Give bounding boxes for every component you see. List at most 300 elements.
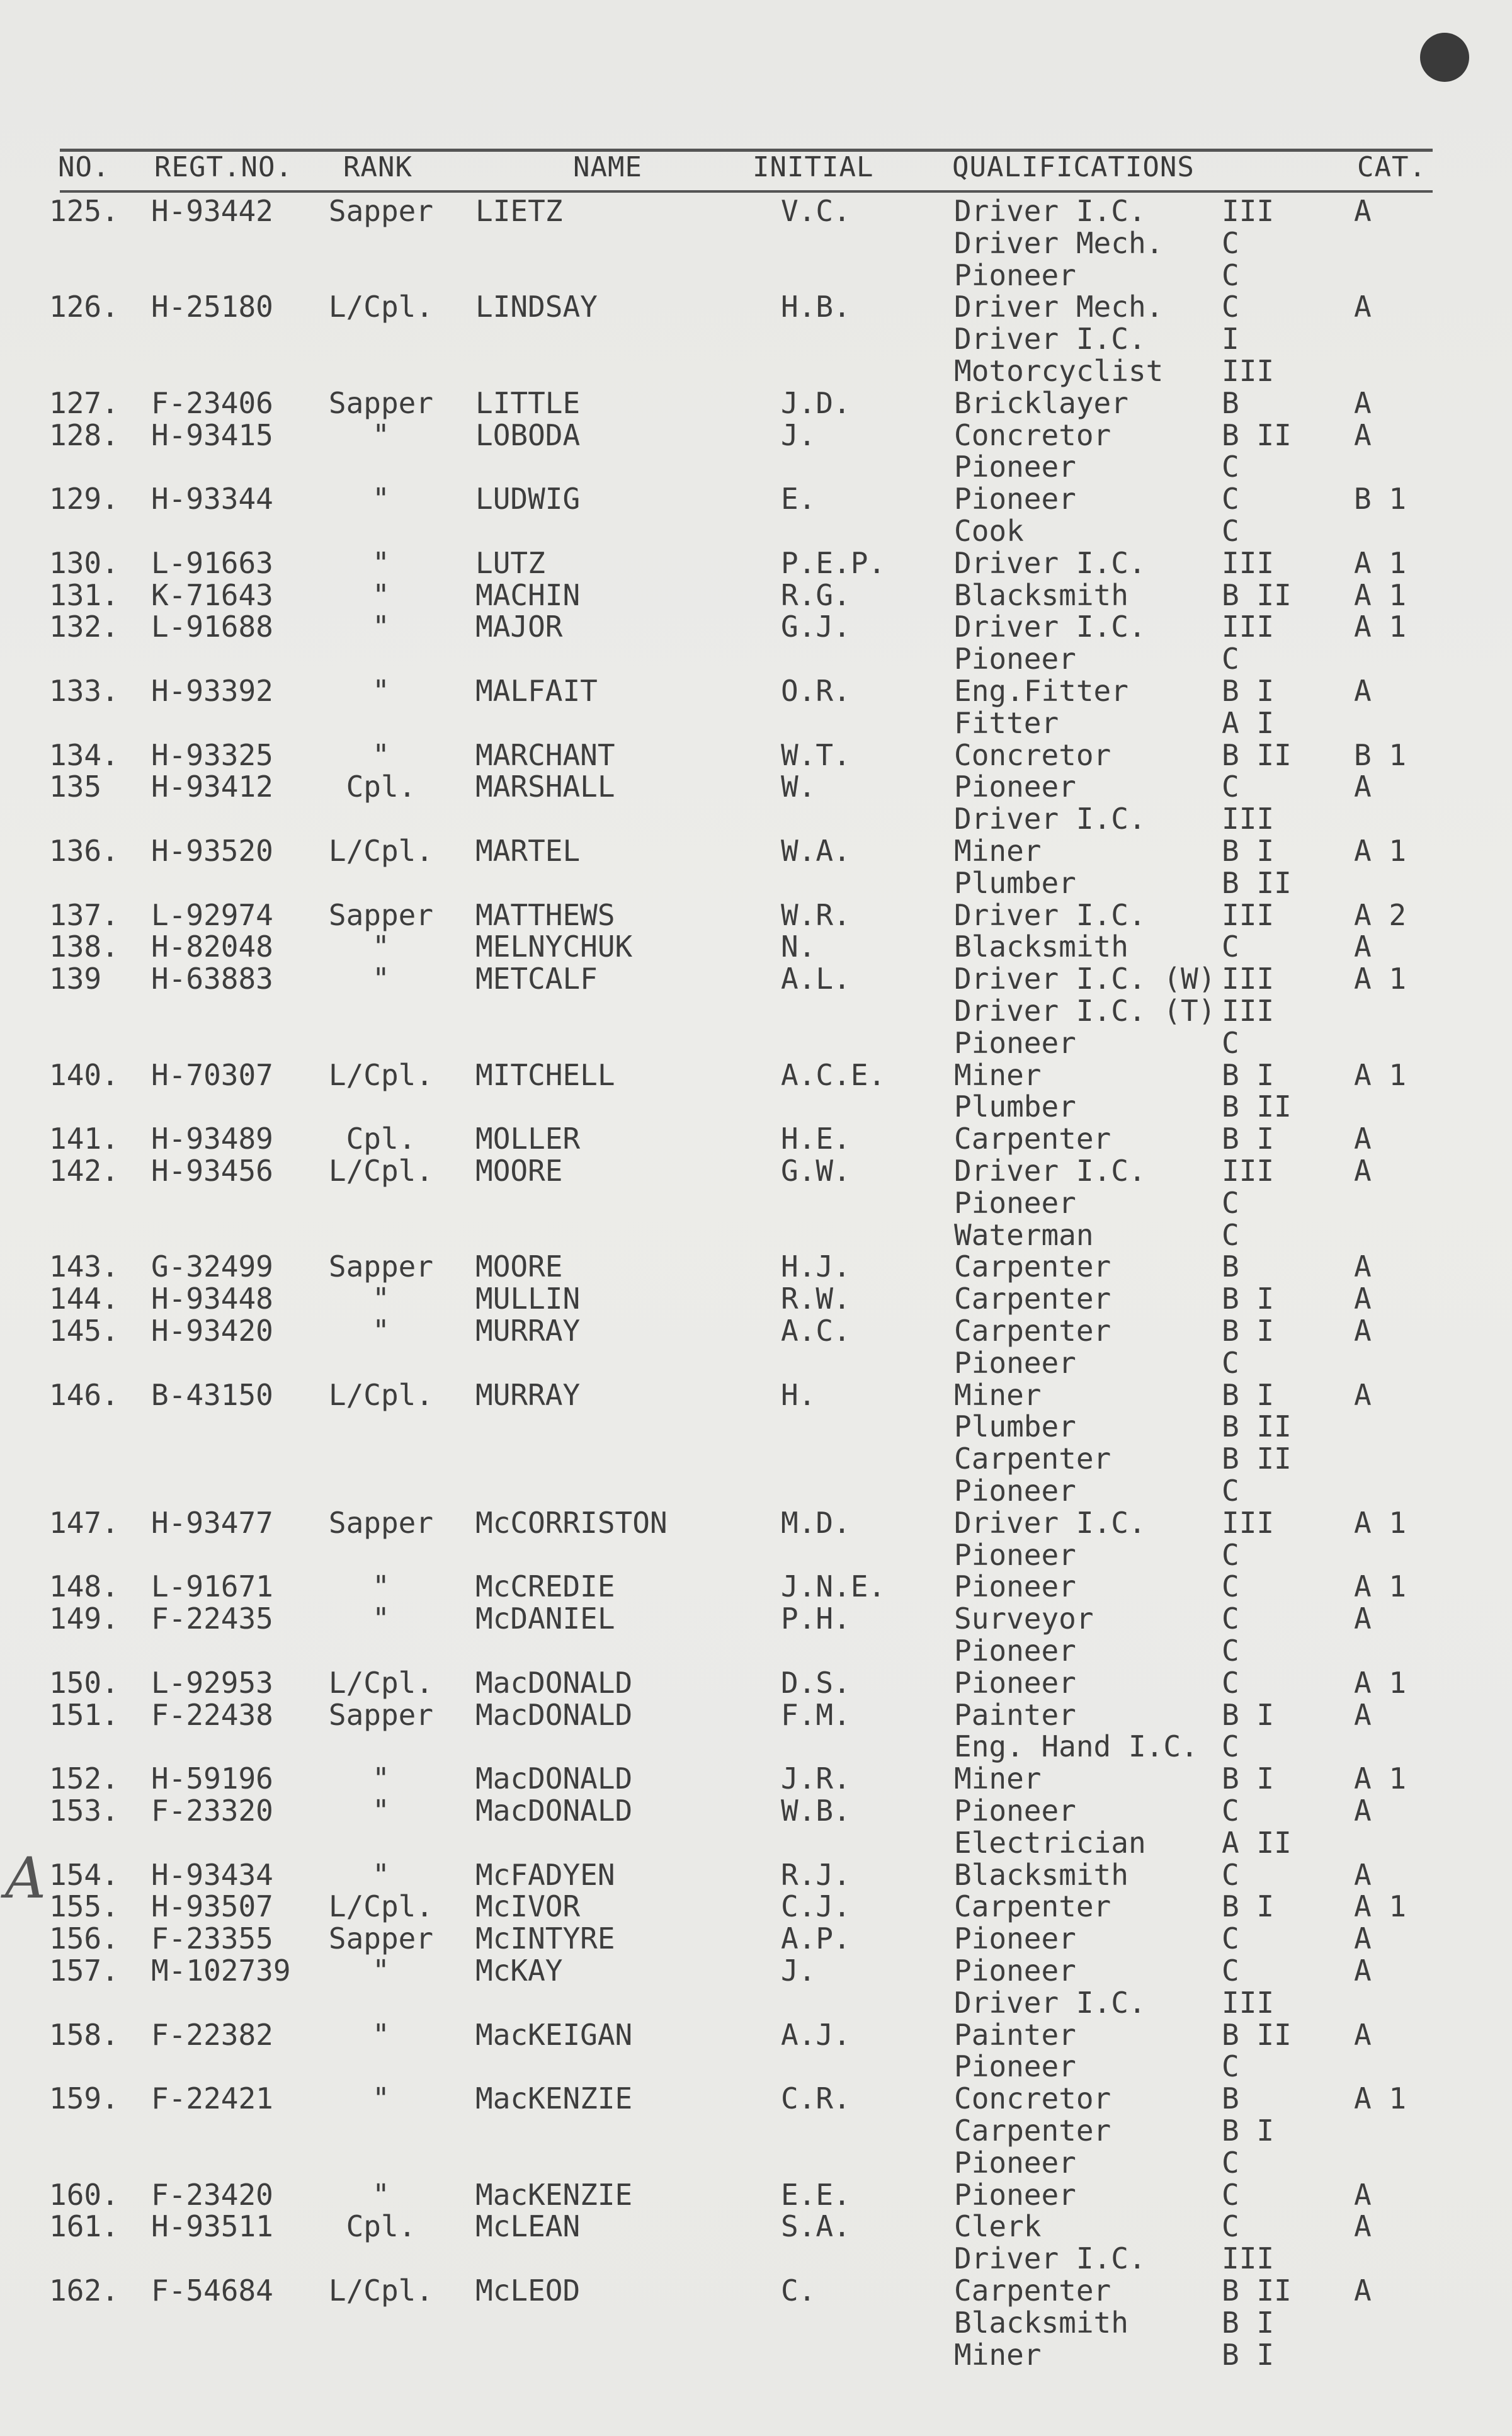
initials: H.B. bbox=[781, 290, 851, 324]
rank: Sapper bbox=[328, 1698, 434, 1732]
regt-number: H-93420 bbox=[151, 1314, 273, 1348]
regt-number: K-71643 bbox=[151, 578, 273, 612]
qualification-grade: III bbox=[1222, 962, 1275, 996]
qualification-grade: C bbox=[1222, 482, 1239, 516]
qualification: Carpenter bbox=[954, 1282, 1111, 1316]
qualification-grade: B bbox=[1222, 2081, 1239, 2115]
qualification: Eng. Hand I.C. bbox=[954, 1729, 1198, 1763]
qualification: Blacksmith bbox=[954, 1858, 1128, 1892]
qualification-grade: B II bbox=[1222, 738, 1292, 772]
qualification: Driver I.C. bbox=[954, 802, 1146, 836]
regt-number: H-59196 bbox=[151, 1762, 273, 1796]
soldier-name: MOLLER bbox=[475, 1122, 581, 1156]
header-bottom-rule bbox=[60, 190, 1433, 193]
regt-number: F-22438 bbox=[151, 1698, 273, 1732]
regt-number: F-22435 bbox=[151, 1602, 273, 1636]
row-number: 141. bbox=[49, 1122, 119, 1156]
soldier-name: MALFAIT bbox=[475, 674, 598, 708]
initials: J.R. bbox=[781, 1762, 851, 1796]
rank: Sapper bbox=[328, 1249, 434, 1283]
soldier-name: McCREDIE bbox=[475, 1569, 615, 1603]
soldier-name: MARCHANT bbox=[475, 738, 615, 772]
row-number: 149. bbox=[49, 1602, 119, 1636]
qualification: Driver I.C. bbox=[954, 1986, 1146, 2020]
regt-number: H-93511 bbox=[151, 2209, 273, 2243]
rank: L/Cpl. bbox=[328, 1378, 434, 1412]
row-number: 158. bbox=[49, 2018, 119, 2052]
qualification: Driver Mech. bbox=[954, 290, 1164, 324]
regt-number: F-54684 bbox=[151, 2274, 273, 2308]
row-number: 133. bbox=[49, 674, 119, 708]
category: A bbox=[1354, 1858, 1372, 1892]
regt-number: H-93434 bbox=[151, 1858, 273, 1892]
regt-number: H-93507 bbox=[151, 1889, 273, 1923]
regt-number: H-93520 bbox=[151, 834, 273, 868]
soldier-name: MOORE bbox=[475, 1154, 563, 1188]
soldier-name: METCALF bbox=[475, 962, 598, 996]
qualification: Pioneer bbox=[954, 2049, 1076, 2083]
regt-number: H-93489 bbox=[151, 1122, 273, 1156]
rank: " bbox=[372, 1858, 390, 1892]
category: A 1 bbox=[1354, 2081, 1407, 2115]
qualification-grade: B II bbox=[1222, 866, 1292, 900]
category: A 1 bbox=[1354, 546, 1407, 580]
qualification-grade: B II bbox=[1222, 2018, 1292, 2052]
qualification-grade: C bbox=[1222, 1026, 1239, 1060]
qualification: Pioneer bbox=[954, 1634, 1076, 1668]
soldier-name: MARTEL bbox=[475, 834, 581, 868]
qualification: Carpenter bbox=[954, 1442, 1111, 1476]
rank: " bbox=[372, 1282, 390, 1316]
qualification-grade: C bbox=[1222, 1346, 1239, 1380]
qualification-grade: C bbox=[1222, 258, 1239, 292]
qualification-grade: C bbox=[1222, 642, 1239, 676]
soldier-name: LOBODA bbox=[475, 418, 581, 452]
regt-number: F-23406 bbox=[151, 386, 273, 420]
initials: D.S. bbox=[781, 1666, 851, 1700]
rank: L/Cpl. bbox=[328, 1889, 434, 1923]
soldier-name: McFADYEN bbox=[475, 1858, 615, 1892]
qualification: Plumber bbox=[954, 1090, 1076, 1124]
category: A 1 bbox=[1354, 610, 1407, 644]
regt-number: H-93448 bbox=[151, 1282, 273, 1316]
regt-number: F-23320 bbox=[151, 1794, 273, 1828]
initials: W. bbox=[781, 770, 816, 804]
qualification-grade: B II bbox=[1222, 1090, 1292, 1124]
row-number: 136. bbox=[49, 834, 119, 868]
rank: " bbox=[372, 930, 390, 964]
qualification-grade: B I bbox=[1222, 1698, 1275, 1732]
rank: " bbox=[372, 1569, 390, 1603]
header-regt-no: REGT.NO. bbox=[154, 151, 293, 183]
qualification-grade: B II bbox=[1222, 2274, 1292, 2308]
initials: G.W. bbox=[781, 1154, 851, 1188]
rank: " bbox=[372, 2018, 390, 2052]
qualification-grade: III bbox=[1222, 898, 1275, 932]
qualification-grade: B I bbox=[1222, 2114, 1275, 2148]
qualification-grade: C bbox=[1222, 1569, 1239, 1603]
soldier-name: MacKEIGAN bbox=[475, 2018, 633, 2052]
qualification: Waterman bbox=[954, 1218, 1094, 1252]
qualification: Driver I.C. bbox=[954, 546, 1146, 580]
row-number: 153. bbox=[49, 1794, 119, 1828]
category: A bbox=[1354, 2018, 1372, 2052]
punch-hole bbox=[1420, 33, 1469, 82]
qualification: Driver I.C. (W) bbox=[954, 962, 1216, 996]
initials: R.J. bbox=[781, 1858, 851, 1892]
rank: Cpl. bbox=[346, 770, 416, 804]
qualification: Pioneer bbox=[954, 1346, 1076, 1380]
initials: J. bbox=[781, 1954, 816, 1988]
soldier-name: LINDSAY bbox=[475, 290, 598, 324]
initials: R.W. bbox=[781, 1282, 851, 1316]
initials: P.H. bbox=[781, 1602, 851, 1636]
category: A bbox=[1354, 674, 1372, 708]
category: A bbox=[1354, 1794, 1372, 1828]
qualification: Concretor bbox=[954, 2081, 1111, 2115]
soldier-name: MELNYCHUK bbox=[475, 930, 633, 964]
row-number: 127. bbox=[49, 386, 119, 420]
qualification: Driver Mech. bbox=[954, 226, 1164, 260]
regt-number: F-23355 bbox=[151, 1921, 273, 1955]
rank: " bbox=[372, 1794, 390, 1828]
qualification-grade: C bbox=[1222, 2178, 1239, 2212]
soldier-name: MACHIN bbox=[475, 578, 581, 612]
qualification: Surveyor bbox=[954, 1602, 1094, 1636]
qualification: Pioneer bbox=[954, 770, 1076, 804]
qualification-grade: C bbox=[1222, 1602, 1239, 1636]
category: A bbox=[1354, 386, 1372, 420]
row-number: 138. bbox=[49, 930, 119, 964]
qualification-grade: A II bbox=[1222, 1826, 1292, 1860]
category: A bbox=[1354, 290, 1372, 324]
qualification-grade: III bbox=[1222, 994, 1275, 1028]
row-number: 126. bbox=[49, 290, 119, 324]
initials: R.G. bbox=[781, 578, 851, 612]
qualification-grade: III bbox=[1222, 802, 1275, 836]
row-number: 142. bbox=[49, 1154, 119, 1188]
soldier-name: McCORRISTON bbox=[475, 1506, 668, 1540]
initials: F.M. bbox=[781, 1698, 851, 1732]
qualification-grade: B I bbox=[1222, 1889, 1275, 1923]
qualification-grade: C bbox=[1222, 290, 1239, 324]
qualification-grade: C bbox=[1222, 1218, 1239, 1252]
row-number: 130. bbox=[49, 546, 119, 580]
initials: A.L. bbox=[781, 962, 851, 996]
category: A bbox=[1354, 1602, 1372, 1636]
qualification-grade: B I bbox=[1222, 1122, 1275, 1156]
qualification: Blacksmith bbox=[954, 578, 1128, 612]
soldier-name: McKAY bbox=[475, 1954, 563, 1988]
rank: Sapper bbox=[328, 194, 434, 228]
qualification-grade: C bbox=[1222, 1666, 1239, 1700]
row-number: 139 bbox=[49, 962, 102, 996]
qualification: Concretor bbox=[954, 418, 1111, 452]
qualification-grade: B I bbox=[1222, 1378, 1275, 1412]
qualification: Concretor bbox=[954, 738, 1111, 772]
initials: W.R. bbox=[781, 898, 851, 932]
soldier-name: LIETZ bbox=[475, 194, 563, 228]
qualification: Fitter bbox=[954, 706, 1059, 740]
rank: " bbox=[372, 2081, 390, 2115]
qualification: Driver I.C. (T) bbox=[954, 994, 1216, 1028]
rank: Sapper bbox=[328, 1506, 434, 1540]
qualification-grade: A I bbox=[1222, 706, 1275, 740]
qualification: Bricklayer bbox=[954, 386, 1128, 420]
qualification: Pioneer bbox=[954, 1569, 1076, 1603]
regt-number: B-43150 bbox=[151, 1378, 273, 1412]
category: A bbox=[1354, 194, 1372, 228]
category: A 1 bbox=[1354, 1762, 1407, 1796]
regt-number: H-93325 bbox=[151, 738, 273, 772]
qualification-grade: C bbox=[1222, 2146, 1239, 2180]
header-cat: CAT. bbox=[1357, 151, 1426, 183]
initials: N. bbox=[781, 930, 816, 964]
regt-number: F-22382 bbox=[151, 2018, 273, 2052]
regt-number: H-93456 bbox=[151, 1154, 273, 1188]
qualification-grade: C bbox=[1222, 2049, 1239, 2083]
rank: " bbox=[372, 578, 390, 612]
soldier-name: MARSHALL bbox=[475, 770, 615, 804]
qualification: Pioneer bbox=[954, 1026, 1076, 1060]
qualification: Electrician bbox=[954, 1826, 1146, 1860]
regt-number: G-32499 bbox=[151, 1249, 273, 1283]
initials: A.J. bbox=[781, 2018, 851, 2052]
soldier-name: MacDONALD bbox=[475, 1794, 633, 1828]
qualification-grade: C bbox=[1222, 1538, 1239, 1572]
initials: J.D. bbox=[781, 386, 851, 420]
qualification: Carpenter bbox=[954, 1122, 1111, 1156]
category: A bbox=[1354, 930, 1372, 964]
qualification: Painter bbox=[954, 2018, 1076, 2052]
qualification-grade: C bbox=[1222, 1858, 1239, 1892]
qualification: Clerk bbox=[954, 2209, 1042, 2243]
soldier-name: MURRAY bbox=[475, 1314, 581, 1348]
qualification-grade: B I bbox=[1222, 2306, 1275, 2340]
regt-number: H-93477 bbox=[151, 1506, 273, 1540]
qualification-grade: B I bbox=[1222, 2338, 1275, 2372]
qualification-grade: B I bbox=[1222, 834, 1275, 868]
qualification-grade: III bbox=[1222, 2241, 1275, 2275]
row-number: 160. bbox=[49, 2178, 119, 2212]
soldier-name: McINTYRE bbox=[475, 1921, 615, 1955]
qualification-grade: III bbox=[1222, 1986, 1275, 2020]
soldier-name: MURRAY bbox=[475, 1378, 581, 1412]
qualification-grade: B I bbox=[1222, 1762, 1275, 1796]
category: A 1 bbox=[1354, 962, 1407, 996]
qualification-grade: III bbox=[1222, 354, 1275, 388]
soldier-name: MAJOR bbox=[475, 610, 563, 644]
qualification: Miner bbox=[954, 1378, 1042, 1412]
qualification: Driver I.C. bbox=[954, 1506, 1146, 1540]
qualification-grade: B II bbox=[1222, 578, 1292, 612]
qualification: Painter bbox=[954, 1698, 1076, 1732]
qualification-grade: B I bbox=[1222, 1282, 1275, 1316]
row-number: 137. bbox=[49, 898, 119, 932]
qualification-grade: B II bbox=[1222, 1409, 1292, 1443]
row-number: 152. bbox=[49, 1762, 119, 1796]
qualification: Pioneer bbox=[954, 482, 1076, 516]
rank: " bbox=[372, 738, 390, 772]
rank: L/Cpl. bbox=[328, 834, 434, 868]
row-number: 132. bbox=[49, 610, 119, 644]
qualification-grade: III bbox=[1222, 546, 1275, 580]
initials: A.C.E. bbox=[781, 1058, 886, 1092]
qualification: Pioneer bbox=[954, 642, 1076, 676]
category: A bbox=[1354, 2178, 1372, 2212]
row-number: 143. bbox=[49, 1249, 119, 1283]
regt-number: H-25180 bbox=[151, 290, 273, 324]
soldier-name: MacKENZIE bbox=[475, 2178, 633, 2212]
initials: A.C. bbox=[781, 1314, 851, 1348]
rank: L/Cpl. bbox=[328, 1058, 434, 1092]
row-number: 148. bbox=[49, 1569, 119, 1603]
rank: Sapper bbox=[328, 898, 434, 932]
category: A bbox=[1354, 1122, 1372, 1156]
header-qualifications: QUALIFICATIONS bbox=[952, 151, 1195, 183]
category: A 1 bbox=[1354, 1666, 1407, 1700]
soldier-name: McLEOD bbox=[475, 2274, 581, 2308]
rank: " bbox=[372, 962, 390, 996]
initials: H.E. bbox=[781, 1122, 851, 1156]
qualification: Pioneer bbox=[954, 258, 1076, 292]
qualification: Blacksmith bbox=[954, 930, 1128, 964]
regt-number: L-92974 bbox=[151, 898, 273, 932]
initials: S.A. bbox=[781, 2209, 851, 2243]
soldier-name: McIVOR bbox=[475, 1889, 581, 1923]
qualification-grade: C bbox=[1222, 450, 1239, 484]
qualification: Miner bbox=[954, 2338, 1042, 2372]
category: A 1 bbox=[1354, 1569, 1407, 1603]
header-name: NAME bbox=[573, 151, 642, 183]
rank: Cpl. bbox=[346, 1122, 416, 1156]
qualification-grade: C bbox=[1222, 226, 1239, 260]
qualification-grade: B II bbox=[1222, 418, 1292, 452]
qualification-grade: III bbox=[1222, 1154, 1275, 1188]
row-number: 125. bbox=[49, 194, 119, 228]
qualification-grade: B bbox=[1222, 386, 1239, 420]
row-number: 131. bbox=[49, 578, 119, 612]
regt-number: L-91688 bbox=[151, 610, 273, 644]
regt-number: H-93392 bbox=[151, 674, 273, 708]
rank: " bbox=[372, 1954, 390, 1988]
rank: " bbox=[372, 2178, 390, 2212]
category: A 1 bbox=[1354, 1889, 1407, 1923]
qualification-grade: C bbox=[1222, 930, 1239, 964]
soldier-name: McLEAN bbox=[475, 2209, 581, 2243]
qualification: Plumber bbox=[954, 1409, 1076, 1443]
qualification-grade: B I bbox=[1222, 674, 1275, 708]
soldier-name: LITTLE bbox=[475, 386, 581, 420]
qualification: Pioneer bbox=[954, 1186, 1076, 1220]
row-number: 154. bbox=[49, 1858, 119, 1892]
row-number: 155. bbox=[49, 1889, 119, 1923]
category: A bbox=[1354, 1282, 1372, 1316]
rank: " bbox=[372, 1762, 390, 1796]
category: A 1 bbox=[1354, 1506, 1407, 1540]
qualification-grade: C bbox=[1222, 1474, 1239, 1508]
qualification-grade: C bbox=[1222, 1186, 1239, 1220]
row-number: 128. bbox=[49, 418, 119, 452]
qualification-grade: C bbox=[1222, 1634, 1239, 1668]
row-number: 156. bbox=[49, 1921, 119, 1955]
regt-number: F-23420 bbox=[151, 2178, 273, 2212]
qualification: Miner bbox=[954, 834, 1042, 868]
qualification: Driver I.C. bbox=[954, 194, 1146, 228]
rank: L/Cpl. bbox=[328, 2274, 434, 2308]
row-number: 150. bbox=[49, 1666, 119, 1700]
regt-number: F-22421 bbox=[151, 2081, 273, 2115]
qualification: Pioneer bbox=[954, 1954, 1076, 1988]
regt-number: H-63883 bbox=[151, 962, 273, 996]
rank: " bbox=[372, 674, 390, 708]
qualification: Pioneer bbox=[954, 1666, 1076, 1700]
rank: " bbox=[372, 1602, 390, 1636]
qualification: Carpenter bbox=[954, 1314, 1111, 1348]
category: A bbox=[1354, 1378, 1372, 1412]
category: B 1 bbox=[1354, 738, 1407, 772]
soldier-name: MacDONALD bbox=[475, 1698, 633, 1732]
initials: O.R. bbox=[781, 674, 851, 708]
row-number: 135 bbox=[49, 770, 102, 804]
initials: W.B. bbox=[781, 1794, 851, 1828]
margin-annotation: A bbox=[5, 1845, 46, 1911]
row-number: 157. bbox=[49, 1954, 119, 1988]
category: A bbox=[1354, 418, 1372, 452]
rank: " bbox=[372, 482, 390, 516]
header-rank: RANK bbox=[343, 151, 412, 183]
regt-number: L-91663 bbox=[151, 546, 273, 580]
category: A bbox=[1354, 1954, 1372, 1988]
header-no: NO. bbox=[58, 151, 110, 183]
initials: G.J. bbox=[781, 610, 851, 644]
row-number: 134. bbox=[49, 738, 119, 772]
soldier-name: MacDONALD bbox=[475, 1666, 633, 1700]
row-number: 146. bbox=[49, 1378, 119, 1412]
initials: P.E.P. bbox=[781, 546, 886, 580]
row-number: 161. bbox=[49, 2209, 119, 2243]
soldier-name: LUTZ bbox=[475, 546, 545, 580]
rank: " bbox=[372, 418, 390, 452]
row-number: 147. bbox=[49, 1506, 119, 1540]
category: A bbox=[1354, 1314, 1372, 1348]
initials: E.E. bbox=[781, 2178, 851, 2212]
regt-number: H-93344 bbox=[151, 482, 273, 516]
rank: L/Cpl. bbox=[328, 1666, 434, 1700]
row-number: 144. bbox=[49, 1282, 119, 1316]
rank: Cpl. bbox=[346, 2209, 416, 2243]
category: A bbox=[1354, 2274, 1372, 2308]
qualification-grade: B II bbox=[1222, 1442, 1292, 1476]
category: A 1 bbox=[1354, 834, 1407, 868]
soldier-name: MOORE bbox=[475, 1249, 563, 1283]
regt-number: H-93415 bbox=[151, 418, 273, 452]
regt-number: L-92953 bbox=[151, 1666, 273, 1700]
qualification-grade: C bbox=[1222, 1954, 1239, 1988]
soldier-name: MULLIN bbox=[475, 1282, 581, 1316]
qualification: Blacksmith bbox=[954, 2306, 1128, 2340]
category: A bbox=[1354, 1154, 1372, 1188]
initials: C.J. bbox=[781, 1889, 851, 1923]
qualification: Miner bbox=[954, 1762, 1042, 1796]
initials: J.N.E. bbox=[781, 1569, 886, 1603]
regt-number: L-91671 bbox=[151, 1569, 273, 1603]
rank: L/Cpl. bbox=[328, 1154, 434, 1188]
soldier-name: MATTHEWS bbox=[475, 898, 615, 932]
regt-number: H-70307 bbox=[151, 1058, 273, 1092]
category: A bbox=[1354, 1249, 1372, 1283]
rank: L/Cpl. bbox=[328, 290, 434, 324]
